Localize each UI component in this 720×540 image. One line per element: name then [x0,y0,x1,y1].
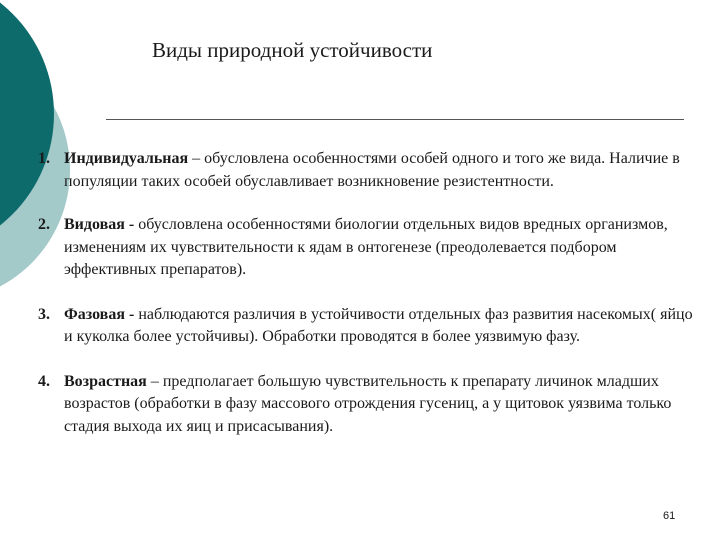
item-term: Возрастная [64,372,147,390]
item-number: 1. [38,150,50,167]
item-body [64,304,698,349]
item-body [64,371,698,439]
item-number: 4. [38,372,50,390]
list-item-species [38,214,698,282]
resistance-types-list [38,148,698,438]
title-divider [106,119,684,120]
item-term: Фазовая - [64,305,135,323]
item-number: 2. [38,216,50,233]
item-description: наблюдаются различия в устойчивости отдельных фаз развития насекомых( яйцо и куколка более устойчивы). Обработки проводятся в более уязвимую фазу. [64,305,693,345]
item-description: обусловлена особенностями биологии отдельных видов вредных организмов, изменениям их чувствительности к ядам в онтогенезе (преодолевается подбором эффективных препаратов). [64,216,668,278]
list-item-age [38,371,698,439]
item-number: 3. [38,305,50,323]
item-description: – обусловлена особенностями особей одного и того же вида. Наличие в популяции таких особей обуславливает возникновение резистентности. [64,150,680,190]
item-body [64,214,698,282]
item-body [64,148,698,193]
slide-title: Виды природной устойчивости [152,38,433,62]
item-term: Индивидуальная [64,150,189,167]
page-number: 61 [663,510,676,522]
list-item-phase [38,304,698,349]
list-item-individual [38,148,698,193]
item-term: Видовая - [64,216,135,233]
item-description: – предполагает большую чувствительность к препарату личинок младших возрастов (обработки в фазу массового отрождения гусениц, а у щитовок уязвима только стадия выхода их яиц и присасывания). [64,372,672,435]
